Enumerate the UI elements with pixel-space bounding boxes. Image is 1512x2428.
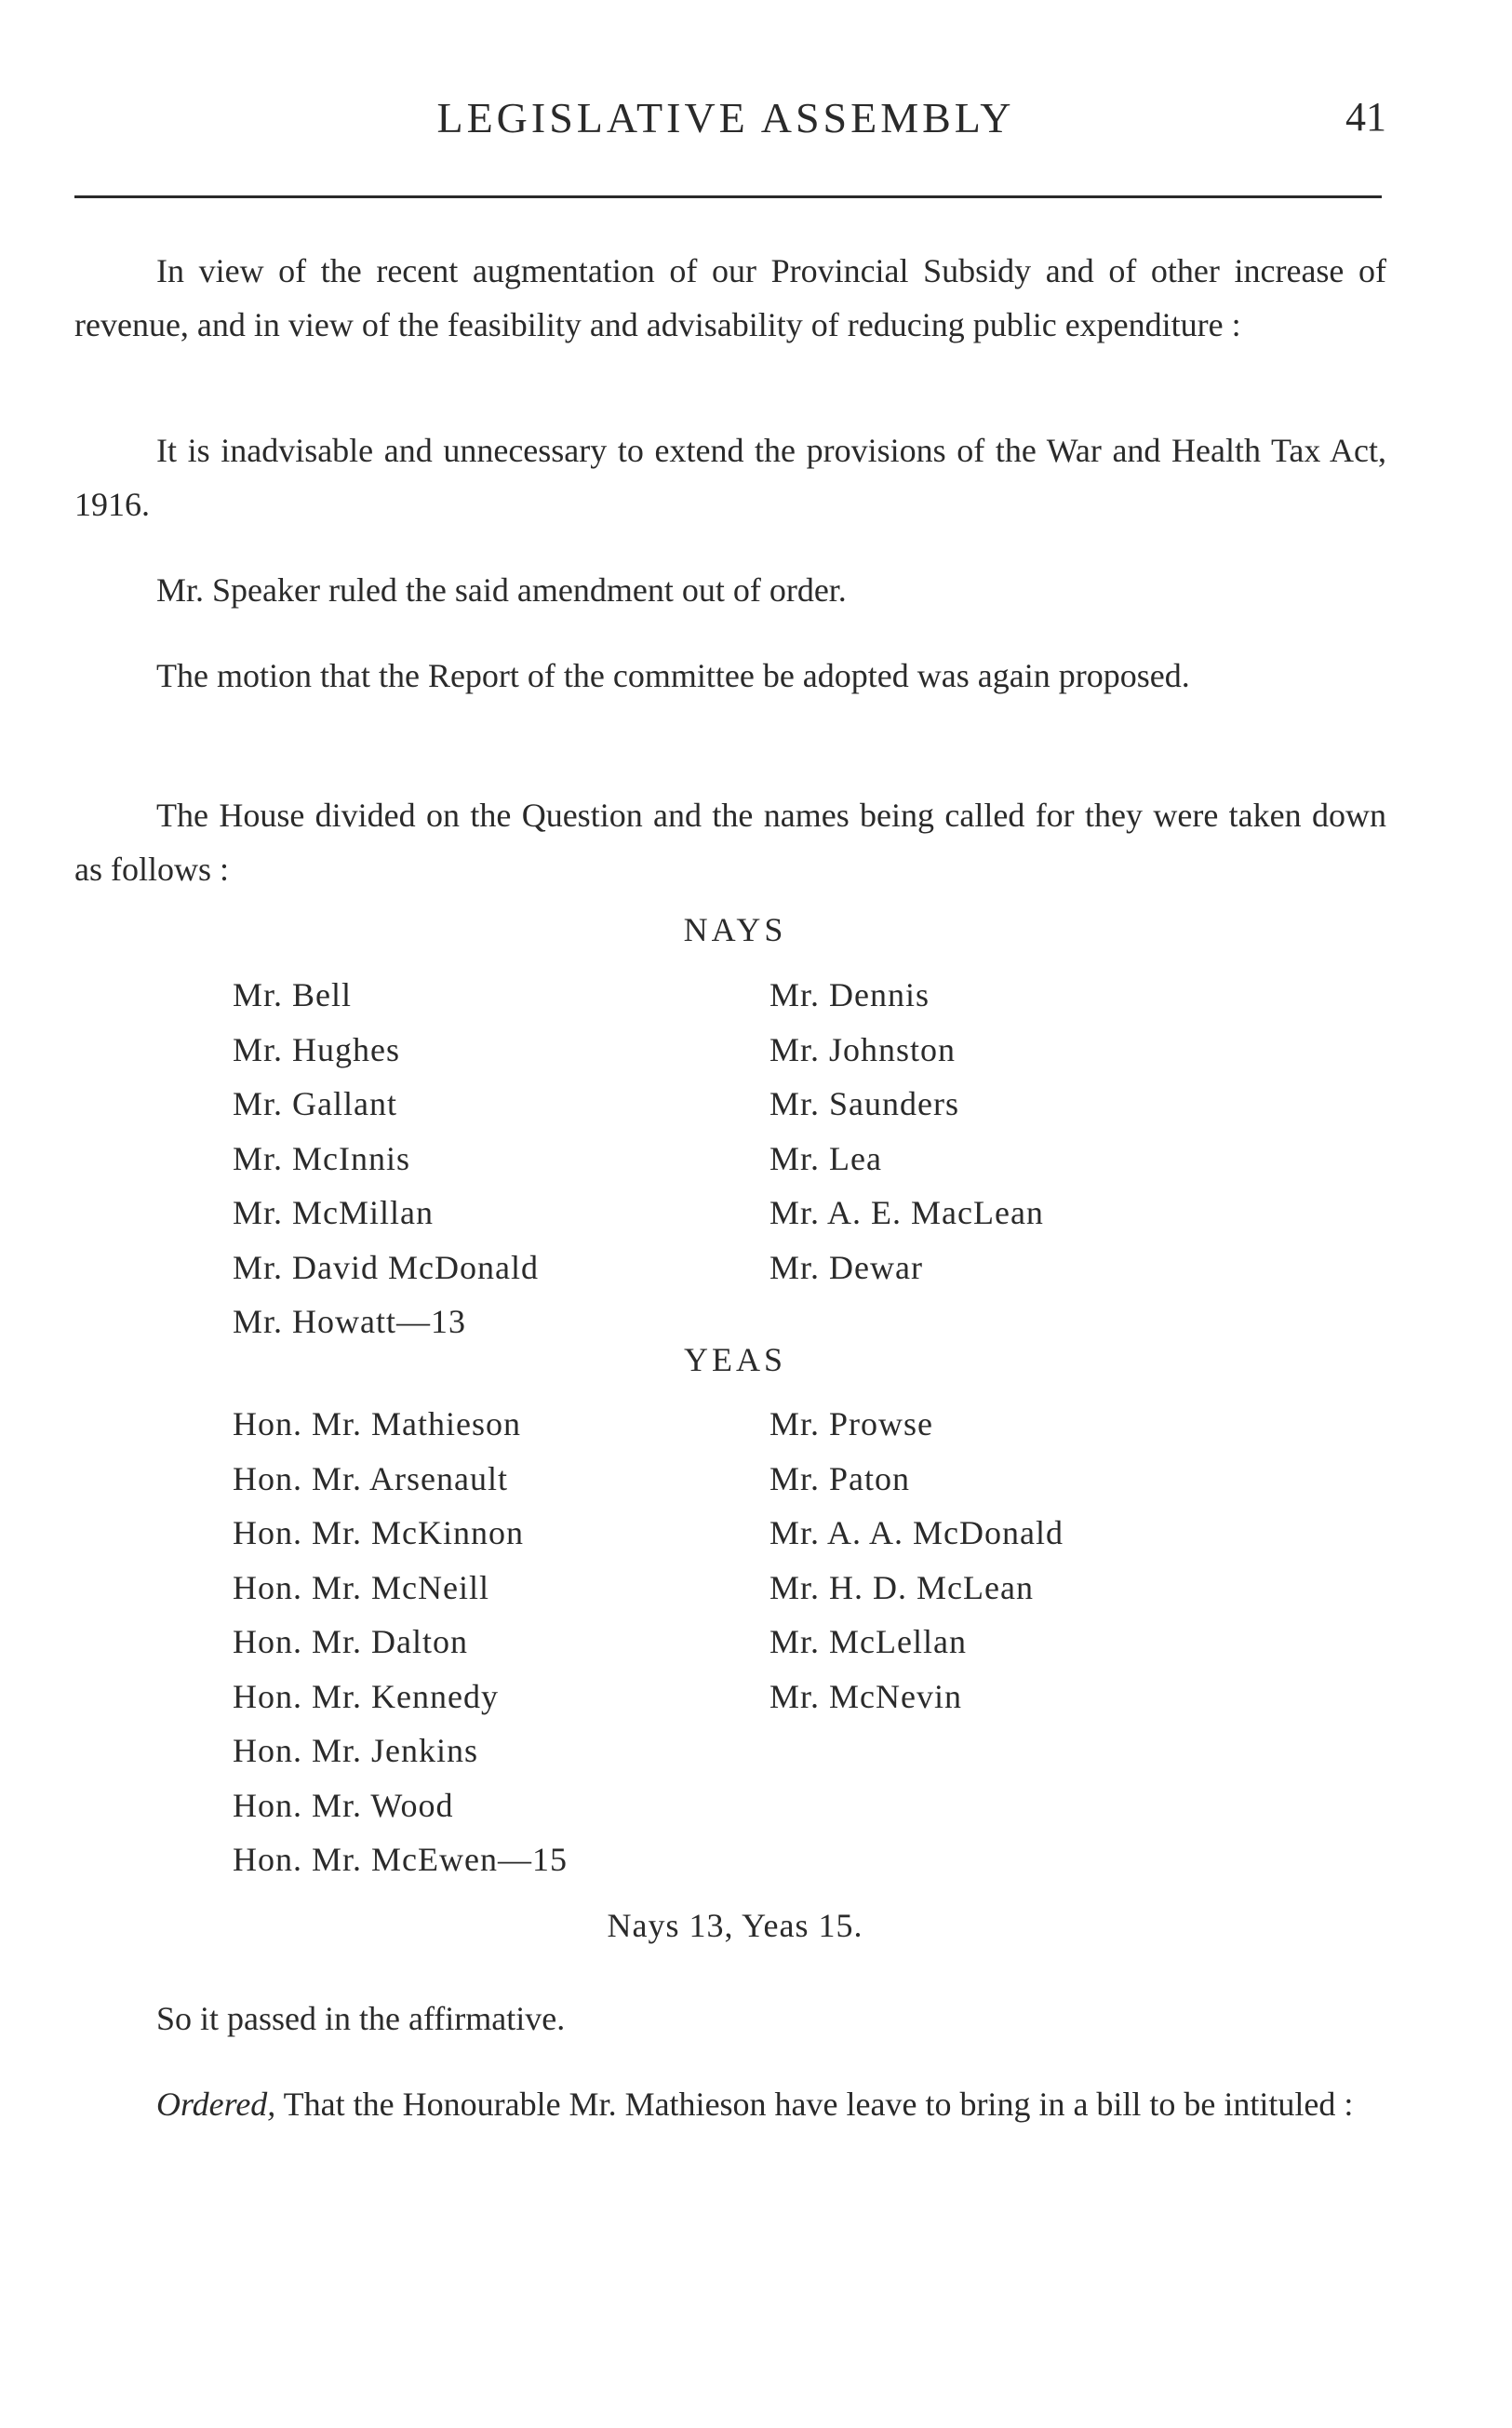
nays-member: Mr. Dewar bbox=[769, 1248, 923, 1286]
nays-member: Mr. Dennis bbox=[769, 976, 930, 1013]
yeas-member: Mr. McNevin bbox=[769, 1677, 962, 1715]
vote-totals: Nays 13, Yeas 15. bbox=[607, 1907, 863, 1944]
nays-left-column bbox=[233, 968, 539, 1349]
nays-member: Mr. Hughes bbox=[233, 1030, 400, 1068]
yeas-member: Mr. A. A. McDonald bbox=[769, 1514, 1064, 1551]
yeas-member: Hon. Mr. Arsenault bbox=[233, 1459, 508, 1497]
nays-member: Mr. Lea bbox=[769, 1139, 882, 1177]
yeas-member: Mr. H. D. McLean bbox=[769, 1568, 1034, 1606]
yeas-member: Hon. Mr. McNeill bbox=[233, 1568, 489, 1606]
nays-member: Mr. Howatt—13 bbox=[233, 1303, 466, 1340]
nays-member: Mr. McMillan bbox=[233, 1194, 434, 1231]
ordered-word: Ordered, bbox=[156, 2086, 276, 2123]
nays-right-column bbox=[769, 968, 1044, 1294]
yeas-member: Hon. Mr. Wood bbox=[233, 1786, 454, 1824]
yeas-member: Mr. Prowse bbox=[769, 1405, 934, 1442]
paragraph-house-divided: The House divided on the Question and the names being called for they were taken down as follows : bbox=[74, 797, 1386, 888]
paragraph-speaker-ruling: Mr. Speaker ruled the said amendment out of order. bbox=[156, 571, 847, 609]
yeas-member: Hon. Mr. Dalton bbox=[233, 1623, 468, 1660]
yeas-heading: YEAS bbox=[683, 1341, 786, 1378]
yeas-member: Mr. McLellan bbox=[769, 1623, 967, 1660]
nays-member: Mr. Johnston bbox=[769, 1030, 957, 1068]
nays-heading: NAYS bbox=[683, 911, 787, 948]
yeas-member: Hon. Mr. Kennedy bbox=[233, 1677, 499, 1715]
running-header-title: LEGISLATIVE ASSEMBLY bbox=[436, 94, 1015, 141]
yeas-member: Hon. Mr. Jenkins bbox=[233, 1732, 479, 1769]
yeas-right-column bbox=[769, 1397, 1064, 1724]
header-rule bbox=[74, 195, 1382, 198]
nays-member: Mr. Gallant bbox=[233, 1085, 397, 1122]
paragraph-war-health-tax: It is inadvisable and unnecessary to extend the provisions of the War and Health Tax Act, 1916. bbox=[74, 432, 1386, 523]
yeas-member: Hon. Mr. Mathieson bbox=[233, 1405, 521, 1442]
nays-member: Mr. Bell bbox=[233, 976, 353, 1013]
yeas-left-column bbox=[233, 1397, 568, 1887]
page-number: 41 bbox=[1345, 94, 1386, 140]
yeas-member: Hon. Mr. McKinnon bbox=[233, 1514, 524, 1551]
paragraph-result: So it passed in the affirmative. bbox=[156, 2000, 566, 2037]
paragraph-motion-proposed: The motion that the Report of the committee be adopted was again proposed. bbox=[156, 657, 1190, 694]
nays-member: Mr. Saunders bbox=[769, 1085, 959, 1122]
yeas-member: Hon. Mr. McEwen—15 bbox=[233, 1841, 568, 1878]
nays-member: Mr. McInnis bbox=[233, 1139, 410, 1177]
nays-member: Mr. David McDonald bbox=[233, 1248, 539, 1286]
paragraph-augmentation: In view of the recent augmentation of our Provincial Subsidy and of other increase of revenue, and in view of the feasibility and advisability of reducing public expenditure : bbox=[74, 252, 1386, 343]
paragraph-ordered bbox=[74, 2077, 1386, 2131]
yeas-member: Mr. Paton bbox=[769, 1459, 911, 1497]
nays-member: Mr. A. E. MacLean bbox=[769, 1194, 1044, 1231]
ordered-text: That the Honourable Mr. Mathieson have leave to bring in a bill to be intituled : bbox=[275, 2086, 1354, 2123]
